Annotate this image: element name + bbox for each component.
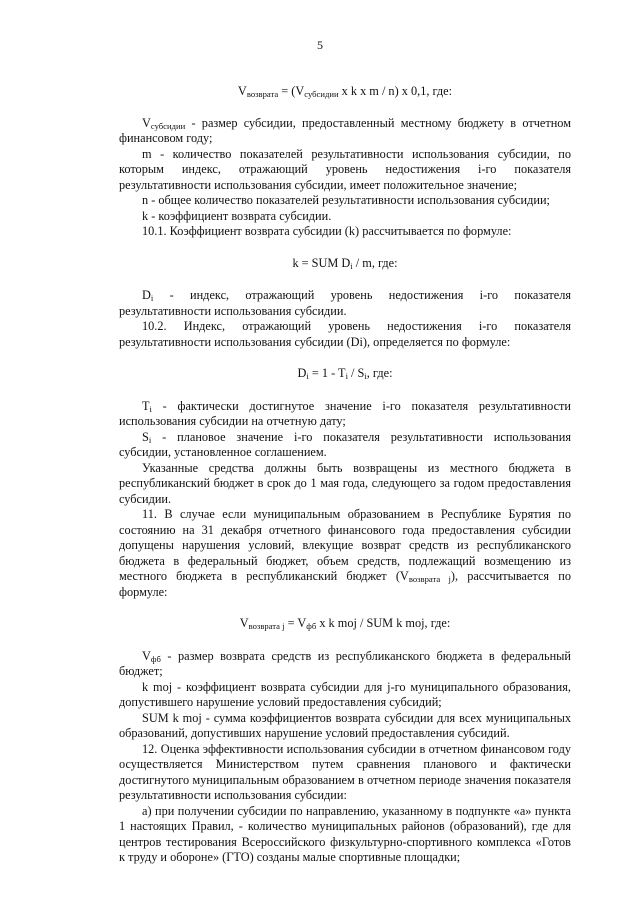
paragraph-11 [119,507,571,600]
definition-text: - плановое значение i-го показателя результативности использования субсидии, установленное соглашением. [119,429,571,459]
formula-k [119,256,571,272]
definition-symbol: V [142,648,151,663]
formula-v-return [119,84,571,100]
definition-symbol: T [142,398,150,413]
definition-sum-kmoj: SUM k moj - сумма коэффициентов возврата субсидии для всех муниципальных образований, допустивших нарушение условий предоставления субсидий. [119,710,571,740]
formula-symbol: V [237,84,247,98]
formula-text: / m, где: [352,255,398,270]
definition-kmoj: k moj - коэффициент возврата субсидии для j-го муниципального образования, допустившего нарушение условий предоставления субсидий; [119,679,571,709]
formula-text: , где: [366,366,393,380]
paragraph-10-2: 10.2. Индекс, отражающий уровень недостижения i-го показателя результативности использования субсидии (Di), определяется по формуле: [119,319,571,349]
formula-text: = 1 - T [308,366,346,380]
formula-subscript: i [345,371,348,382]
paragraph-text: 11. В случае если муниципальным образованием в Республике Бурятия по состоянию на 31 декабря отчетного финансового года предоставления субсидии допущены нарушения условий, влекущие возврат средств из республиканского бюджета в федеральный бюджет, объем средств, подлежащий возмещению из местного бюджета в республиканский бюджет (V [119,507,571,583]
definition-subscript: фб [150,653,161,664]
definition-text: - индекс, отражающий уровень недостижения i-го показателя результативности использования субсидии. [119,288,571,318]
formula-subscript: i [350,260,353,271]
definition-di [119,288,571,319]
definition-si [119,430,571,461]
paragraph-12: 12. Оценка эффективности использования субсидии в отчетном финансовом году осуществляется Министерством путем сравнения планового и фактически достигнутого муниципальным образованием в отчетном периоде значения показателя результативности использования субсидии: [119,741,571,802]
formula-text: x k x m / n) x 0,1, где: [338,84,453,98]
formula-text: V [239,616,249,630]
document-body [119,84,571,866]
definition-m: m - количество показателей результативности использования субсидии, по которым индекс, отражающий уровень недостижения i-го показателя результативности использования субсидии, имеет положительное значение; [119,146,571,192]
formula-subscript: i [306,371,309,382]
paragraph-subscript: возврата j [408,574,451,585]
formula-text: = V [284,616,307,630]
definition-text: - размер возврата средств из республиканского бюджета в федеральный бюджет; [119,648,571,678]
formula-text: k = SUM D [292,255,351,270]
definition-subscript: i [150,293,154,304]
formula-v-return-j [119,616,571,632]
formula-subscript: возврата [246,89,279,100]
paragraph-funds-return: Указанные средства должны быть возвращены из местного бюджета в республиканский бюджет в срок до 1 мая года, следующего за годом предоставления субсидии. [119,460,571,506]
formula-text: D [297,366,307,380]
definition-k: k - коэффициент возврата субсидии. [142,208,332,223]
definition-symbol: V [142,115,151,130]
definition-v-subsidy [119,116,571,147]
definition-vfb [119,649,571,680]
formula-subscript: субсидии [304,89,339,100]
formula-subscript: возврата j [248,621,285,632]
formula-text: / S [347,366,365,380]
definition-subscript: i [149,403,152,414]
formula-di [119,366,571,382]
definition-n: n - общее количество показателей результативности использования субсидии; [142,193,550,207]
paragraph-10-1: 10.1. Коэффициент возврата субсидии (k) рассчитывается по формуле: [142,224,512,238]
definition-ti [119,399,571,430]
formula-subscript: фб [306,621,317,632]
page-number: 5 [317,38,323,52]
formula-text: = (V [278,84,305,98]
definition-symbol: D [142,288,151,302]
definition-text: - размер субсидии, предоставленный местному бюджету в отчетном финансовом году; [119,115,571,145]
definition-subscript: субсидии [150,120,186,131]
formula-subscript: i [364,371,367,382]
definition-text: - фактически достигнутое значение i-го показателя результативности использования субсидии на отчетную дату; [119,398,571,428]
definition-symbol: S [142,429,149,444]
paragraph-text: ), рассчитывается по формуле: [119,569,571,599]
paragraph-12-a: а) при получении субсидии по направлению, указанному в подпункте «а» пункта 1 настоящих Правил, - количество муниципальных районов (образований), где для центров тестирования Всероссийского физкультурно-спортивного комплекса «Готов к труду и обороне» (ГТО) созданы малые спортивные площадки; [119,803,571,864]
formula-text: x k moj / SUM k moj, где: [316,616,451,630]
definition-subscript: i [148,434,152,445]
